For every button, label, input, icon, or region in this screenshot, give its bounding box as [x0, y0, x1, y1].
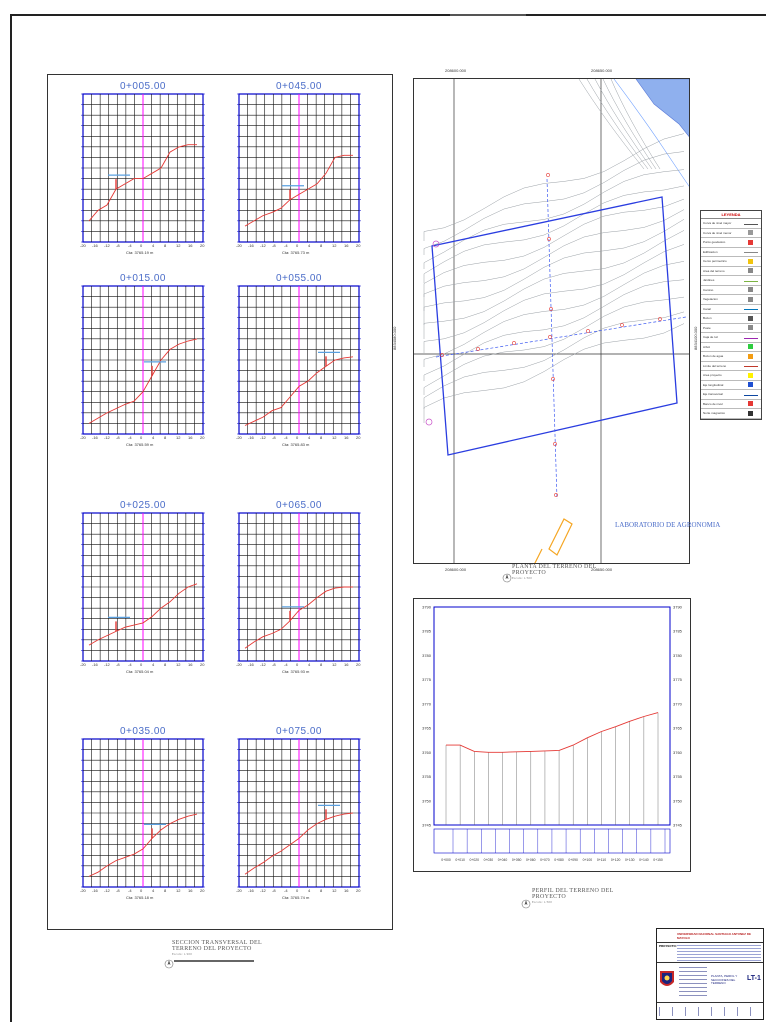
profile-y-tick-right: 3755 [673, 774, 682, 780]
section-x-tick: 4 [152, 243, 155, 248]
section-x-tick: -4 [128, 888, 132, 893]
profile-y-tick-left: 3785 [422, 628, 431, 634]
section-x-tick: -12 [104, 243, 110, 248]
section-x-tick: -4 [284, 435, 288, 440]
legend-item [701, 390, 761, 400]
section-x-tick: 16 [344, 243, 349, 248]
section-x-tick: -16 [92, 662, 98, 667]
section-station-label: 0+025.00 [120, 500, 166, 511]
legend-swatch [748, 268, 753, 273]
profile-y-tick-left: 3750 [422, 798, 431, 804]
section-x-tick: 12 [332, 435, 337, 440]
section-x-tick: -4 [284, 662, 288, 667]
section-x-tick: -20 [80, 888, 86, 893]
section-x-tick: 0 [296, 435, 299, 440]
lab-label: LABORATORIO DE AGRONOMIA [615, 521, 721, 529]
tb-plot-name: PLANTA, PERFIL Y SECCIONES DEL TERRENO [711, 974, 738, 986]
section-x-tick: 4 [152, 435, 155, 440]
section-x-tick: -4 [128, 435, 132, 440]
sections-caption [172, 940, 282, 956]
legend-swatch [744, 392, 758, 396]
profile-y-tick-right: 3780 [673, 652, 682, 658]
tb-university: UNIVERSIDAD NACIONAL SANTIAGO ANTUNEZ DE MAYOLO [677, 932, 752, 940]
section-x-tick: 16 [344, 435, 349, 440]
profile-y-tick-left: 3780 [422, 652, 431, 658]
tb-info-lines [679, 967, 707, 997]
legend-swatch [744, 335, 758, 339]
sections-caption-title: SECCION TRANSVERSAL DEL TERRENO DEL PROYECTO [172, 940, 262, 952]
section-elevation-label: Cta: 3765.74 m [282, 895, 310, 900]
section-x-tick: 8 [320, 243, 323, 248]
legend-item [701, 229, 761, 239]
section-grid [78, 512, 208, 677]
legend-item [701, 286, 761, 296]
section-grid [234, 738, 364, 903]
profile-x-tick: 0+020 [469, 858, 480, 862]
legend-item [701, 238, 761, 248]
section-x-tick: 0 [296, 888, 299, 893]
profile-x-tick: 0+110 [596, 858, 607, 862]
section-x-tick: 20 [356, 435, 361, 440]
legend-item-label: Vegetacion [703, 297, 718, 301]
section-x-tick: 20 [200, 243, 205, 248]
legend-item [701, 371, 761, 381]
section-station-label: 0+075.00 [276, 726, 322, 737]
legend-item [701, 276, 761, 286]
cross-section-5 [78, 500, 208, 685]
legend-swatch [748, 382, 753, 387]
profile-x-tick: 0+000 [441, 858, 451, 862]
section-x-tick: 4 [308, 662, 311, 667]
cross-section-4 [234, 273, 364, 458]
section-station-label: 0+065.00 [276, 500, 322, 511]
tb-sheet-number: LT-1 [747, 975, 761, 982]
legend-item-label: Limite del terreno [703, 363, 727, 368]
profile-x-tick: 0+030 [483, 858, 494, 862]
section-x-tick: -16 [248, 888, 254, 893]
section-grid [234, 93, 364, 258]
legend-item-label: Curva de nivel mayor [703, 221, 732, 225]
legend-item [701, 257, 761, 267]
legend-item [701, 267, 761, 277]
legend-item [701, 343, 761, 353]
section-x-tick: -16 [92, 243, 98, 248]
section-station-label: 0+055.00 [276, 273, 322, 284]
legend-item-label: Area del terreno [703, 268, 725, 273]
section-x-tick: 8 [320, 435, 323, 440]
cross-section-7 [78, 726, 208, 911]
section-x-tick: -12 [104, 435, 110, 440]
section-x-tick: 0 [140, 435, 143, 440]
plan-grid-y-right: 8834100.000 [693, 326, 698, 350]
section-x-tick: -12 [260, 888, 266, 893]
section-elevation-label: Cta: 3765.04 m [126, 669, 154, 674]
section-x-tick: 16 [188, 435, 193, 440]
legend-swatch [748, 325, 753, 330]
section-elevation-label: Cta: 3765.59 m [126, 442, 154, 447]
legend-rows [701, 219, 761, 419]
section-x-tick: -12 [104, 888, 110, 893]
section-x-tick: 20 [200, 662, 205, 667]
legend-item [701, 333, 761, 343]
section-x-tick: -12 [104, 662, 110, 667]
plan-grid-x-bottom-2: 208650.000 [591, 567, 613, 572]
legend-item [701, 295, 761, 305]
section-x-tick: 16 [188, 662, 193, 667]
legend-swatch [748, 230, 753, 235]
section-x-tick: 12 [176, 662, 181, 667]
legend-item [701, 314, 761, 324]
plan-caption [512, 564, 612, 580]
tb-project-text-lines [677, 945, 761, 961]
plan-caption-title: PLANTA DEL TERRENO DEL PROYECTO [512, 564, 597, 576]
section-elevation-label: Cta: 3765.18 m [126, 895, 154, 900]
profile-x-tick: 0+010 [455, 858, 465, 862]
profile-y-tick-left: 3775 [422, 677, 431, 683]
legend-swatch [748, 373, 753, 378]
section-x-tick: 12 [332, 888, 337, 893]
legend-item-label: Edificacion [703, 249, 718, 254]
legend-item [701, 248, 761, 258]
section-x-tick: 0 [296, 243, 299, 248]
profile-y-tick-right: 3765 [673, 725, 682, 731]
section-x-tick: -20 [80, 435, 86, 440]
legend-item-label: Arbol [703, 344, 711, 349]
legend-item-label: Jardines [703, 278, 715, 282]
profile-caption-title: PERFIL DEL TERRENO DEL PROYECTO [532, 888, 614, 900]
section-x-tick: 12 [176, 888, 181, 893]
legend-item [701, 352, 761, 362]
section-x-tick: 0 [140, 243, 143, 248]
cross-section-6 [234, 500, 364, 685]
profile-x-tick: 0+140 [639, 858, 649, 862]
profile-y-tick-left: 3745 [422, 822, 431, 828]
section-x-tick: 12 [332, 662, 337, 667]
section-x-tick: 16 [344, 888, 349, 893]
profile-y-tick-left: 3755 [422, 774, 431, 780]
tb-footer-row [657, 1003, 763, 1020]
plan-north-arrow-icon [502, 570, 512, 580]
section-x-tick: 16 [188, 243, 193, 248]
section-grid [234, 512, 364, 677]
legend-swatch [748, 287, 753, 292]
cross-section-2 [234, 81, 364, 266]
plan-grid-x-top-1: 208600.000 [445, 68, 467, 73]
legend-swatch [744, 306, 758, 310]
section-x-tick: 8 [320, 662, 323, 667]
section-x-tick: 12 [176, 435, 181, 440]
profile-y-tick-left: 3760 [422, 749, 431, 755]
section-x-tick: -16 [248, 243, 254, 248]
profile-caption-scale: Escala: 1/500 [532, 900, 553, 904]
section-x-tick: -12 [260, 662, 266, 667]
section-x-tick: 8 [164, 888, 167, 893]
profile-x-tick: 0+130 [624, 858, 635, 862]
profile-panel [413, 598, 691, 872]
legend-swatch [748, 401, 753, 406]
section-x-tick: 16 [344, 662, 349, 667]
section-x-tick: 0 [140, 662, 143, 667]
legend-item [701, 362, 761, 372]
section-x-tick: 12 [176, 243, 181, 248]
section-station-label: 0+015.00 [120, 273, 166, 284]
profile-y-tick-right: 3785 [673, 628, 682, 634]
legend-item-label: Caja de luz [703, 335, 719, 339]
section-x-tick: -8 [116, 888, 120, 893]
section-x-tick: -8 [116, 243, 120, 248]
section-x-tick: -16 [248, 662, 254, 667]
legend-item [701, 381, 761, 391]
section-station-label: 0+045.00 [276, 81, 322, 92]
legend-swatch [744, 278, 758, 282]
legend-item-label: Punto geodesico [703, 240, 726, 244]
legend-item-label: Curva de nivel menor [703, 230, 732, 235]
section-x-tick: -8 [272, 243, 276, 248]
top-line [450, 14, 526, 16]
profile-y-tick-right: 3750 [673, 798, 682, 804]
section-x-tick: 20 [356, 888, 361, 893]
section-x-tick: -4 [128, 243, 132, 248]
section-x-tick: 4 [152, 662, 155, 667]
profile-x-tick: 0+050 [511, 858, 522, 862]
cross-section-3 [78, 273, 208, 458]
profile-y-tick-right: 3745 [673, 822, 682, 828]
legend-swatch [748, 411, 753, 416]
section-x-tick: -20 [236, 243, 242, 248]
section-elevation-label: Cta: 3765.93 m [282, 669, 310, 674]
profile-y-tick-right: 3775 [673, 677, 682, 683]
legend-swatch [748, 344, 753, 349]
legend [700, 210, 762, 420]
section-x-tick: -16 [248, 435, 254, 440]
cross-section-8 [234, 726, 364, 911]
tb-project-row [657, 943, 763, 963]
title-block [656, 928, 764, 1020]
legend-item-label: Eje transversal [703, 392, 723, 396]
profile-y-tick-right: 3760 [673, 749, 682, 755]
legend-item-label: Canal [703, 306, 711, 311]
cross-section-1 [78, 81, 208, 266]
profile-x-tick: 0+060 [526, 858, 536, 862]
section-x-tick: -16 [92, 888, 98, 893]
section-elevation-label: Cta: 3765.19 m [126, 250, 154, 255]
section-x-tick: 0 [296, 662, 299, 667]
tb-footer-lines [659, 1007, 761, 1016]
legend-item-label: Camino [703, 287, 714, 292]
legend-swatch [748, 316, 753, 321]
legend-item-label: Area proyecto [703, 373, 722, 377]
plan-drawing [414, 79, 690, 564]
legend-title: LEYENDA [701, 211, 761, 219]
legend-swatch [748, 297, 753, 302]
section-x-tick: -20 [236, 435, 242, 440]
section-x-tick: 8 [164, 243, 167, 248]
legend-item [701, 409, 761, 419]
university-seal-icon [658, 969, 676, 991]
section-station-label: 0+035.00 [120, 726, 166, 737]
section-x-tick: -16 [92, 435, 98, 440]
legend-item-label: Banco de nivel [703, 401, 723, 406]
profile-x-tick: 0+100 [582, 858, 593, 862]
profile-x-tick: 0+080 [554, 858, 564, 862]
section-x-tick: -4 [284, 243, 288, 248]
section-station-label: 0+005.00 [120, 81, 166, 92]
legend-swatch [748, 240, 753, 245]
legend-item-label: Buzon de agua [703, 354, 724, 358]
plan-grid-x-bottom-1: 208600.000 [445, 567, 467, 572]
section-x-tick: -8 [272, 662, 276, 667]
tb-project-label: PROYECTO: [659, 944, 677, 948]
legend-item-label: Cerco perimetrico [703, 259, 727, 263]
section-x-tick: 8 [320, 888, 323, 893]
sections-caption-scale: Escala: 1/200 [172, 952, 193, 956]
legend-item [701, 219, 761, 229]
section-x-tick: 16 [188, 888, 193, 893]
section-x-tick: 8 [164, 662, 167, 667]
section-x-tick: 20 [356, 662, 361, 667]
profile-x-tick: 0+040 [497, 858, 508, 862]
profile-y-tick-left: 3790 [422, 604, 431, 610]
profile-x-tick: 0+090 [568, 858, 578, 862]
section-x-tick: -4 [128, 662, 132, 667]
section-x-tick: -8 [272, 888, 276, 893]
legend-swatch [748, 354, 753, 359]
section-x-tick: 8 [164, 435, 167, 440]
legend-item-label: Buzon [703, 316, 712, 320]
sections-caption-rule [174, 960, 254, 962]
section-x-tick: 4 [152, 888, 155, 893]
section-x-tick: -8 [116, 435, 120, 440]
profile-y-tick-right: 3770 [673, 701, 682, 707]
legend-item [701, 400, 761, 410]
section-x-tick: -12 [260, 243, 266, 248]
profile-chart [414, 599, 692, 873]
legend-item [701, 324, 761, 334]
section-elevation-label: Cta: 3765.73 m [282, 250, 310, 255]
section-x-tick: 12 [332, 243, 337, 248]
legend-item-label: Eje longitudinal [703, 382, 724, 387]
section-x-tick: 4 [308, 243, 311, 248]
section-grid [78, 738, 208, 903]
section-x-tick: -4 [284, 888, 288, 893]
river-area [636, 79, 690, 139]
legend-item [701, 305, 761, 315]
section-grid [78, 93, 208, 258]
profile-x-tick: 0+070 [540, 858, 550, 862]
plan-caption-scale: Escala: 1/500 [512, 576, 533, 580]
section-x-tick: -8 [116, 662, 120, 667]
section-x-tick: 20 [200, 435, 205, 440]
section-x-tick: -20 [80, 243, 86, 248]
section-x-tick: 4 [308, 888, 311, 893]
section-grid [78, 285, 208, 450]
section-x-tick: -8 [272, 435, 276, 440]
tb-header-row [657, 929, 763, 943]
profile-x-tick: 0+120 [610, 858, 621, 862]
cross-sections-panel [47, 74, 393, 930]
section-x-tick: 4 [308, 435, 311, 440]
plan-grid-x-top-2: 208650.000 [591, 68, 613, 73]
section-x-tick: -20 [236, 888, 242, 893]
plan-grid-y-left: 8834080.000 [392, 326, 397, 350]
legend-swatch [744, 363, 758, 367]
profile-y-tick-left: 3770 [422, 701, 431, 707]
legend-item-label: Poste [703, 325, 711, 330]
north-arrow-icon [164, 956, 174, 966]
section-grid [234, 285, 364, 450]
section-x-tick: -20 [236, 662, 242, 667]
profile-y-tick-right: 3790 [673, 604, 682, 610]
legend-swatch [748, 259, 753, 264]
legend-swatch [744, 221, 758, 225]
section-x-tick: 0 [140, 888, 143, 893]
tb-body-row [657, 963, 763, 1003]
profile-x-tick: 0+150 [653, 858, 663, 862]
section-x-tick: -12 [260, 435, 266, 440]
section-elevation-label: Cta: 3765.83 m [282, 442, 310, 447]
legend-swatch [744, 249, 758, 253]
profile-y-tick-left: 3765 [422, 725, 431, 731]
section-x-tick: 20 [356, 243, 361, 248]
section-x-tick: -20 [80, 662, 86, 667]
section-x-tick: 20 [200, 888, 205, 893]
plan-panel [413, 78, 690, 564]
profile-north-arrow-icon [521, 896, 531, 906]
profile-caption [532, 888, 632, 904]
legend-item-label: Norte magnetico [703, 411, 726, 415]
